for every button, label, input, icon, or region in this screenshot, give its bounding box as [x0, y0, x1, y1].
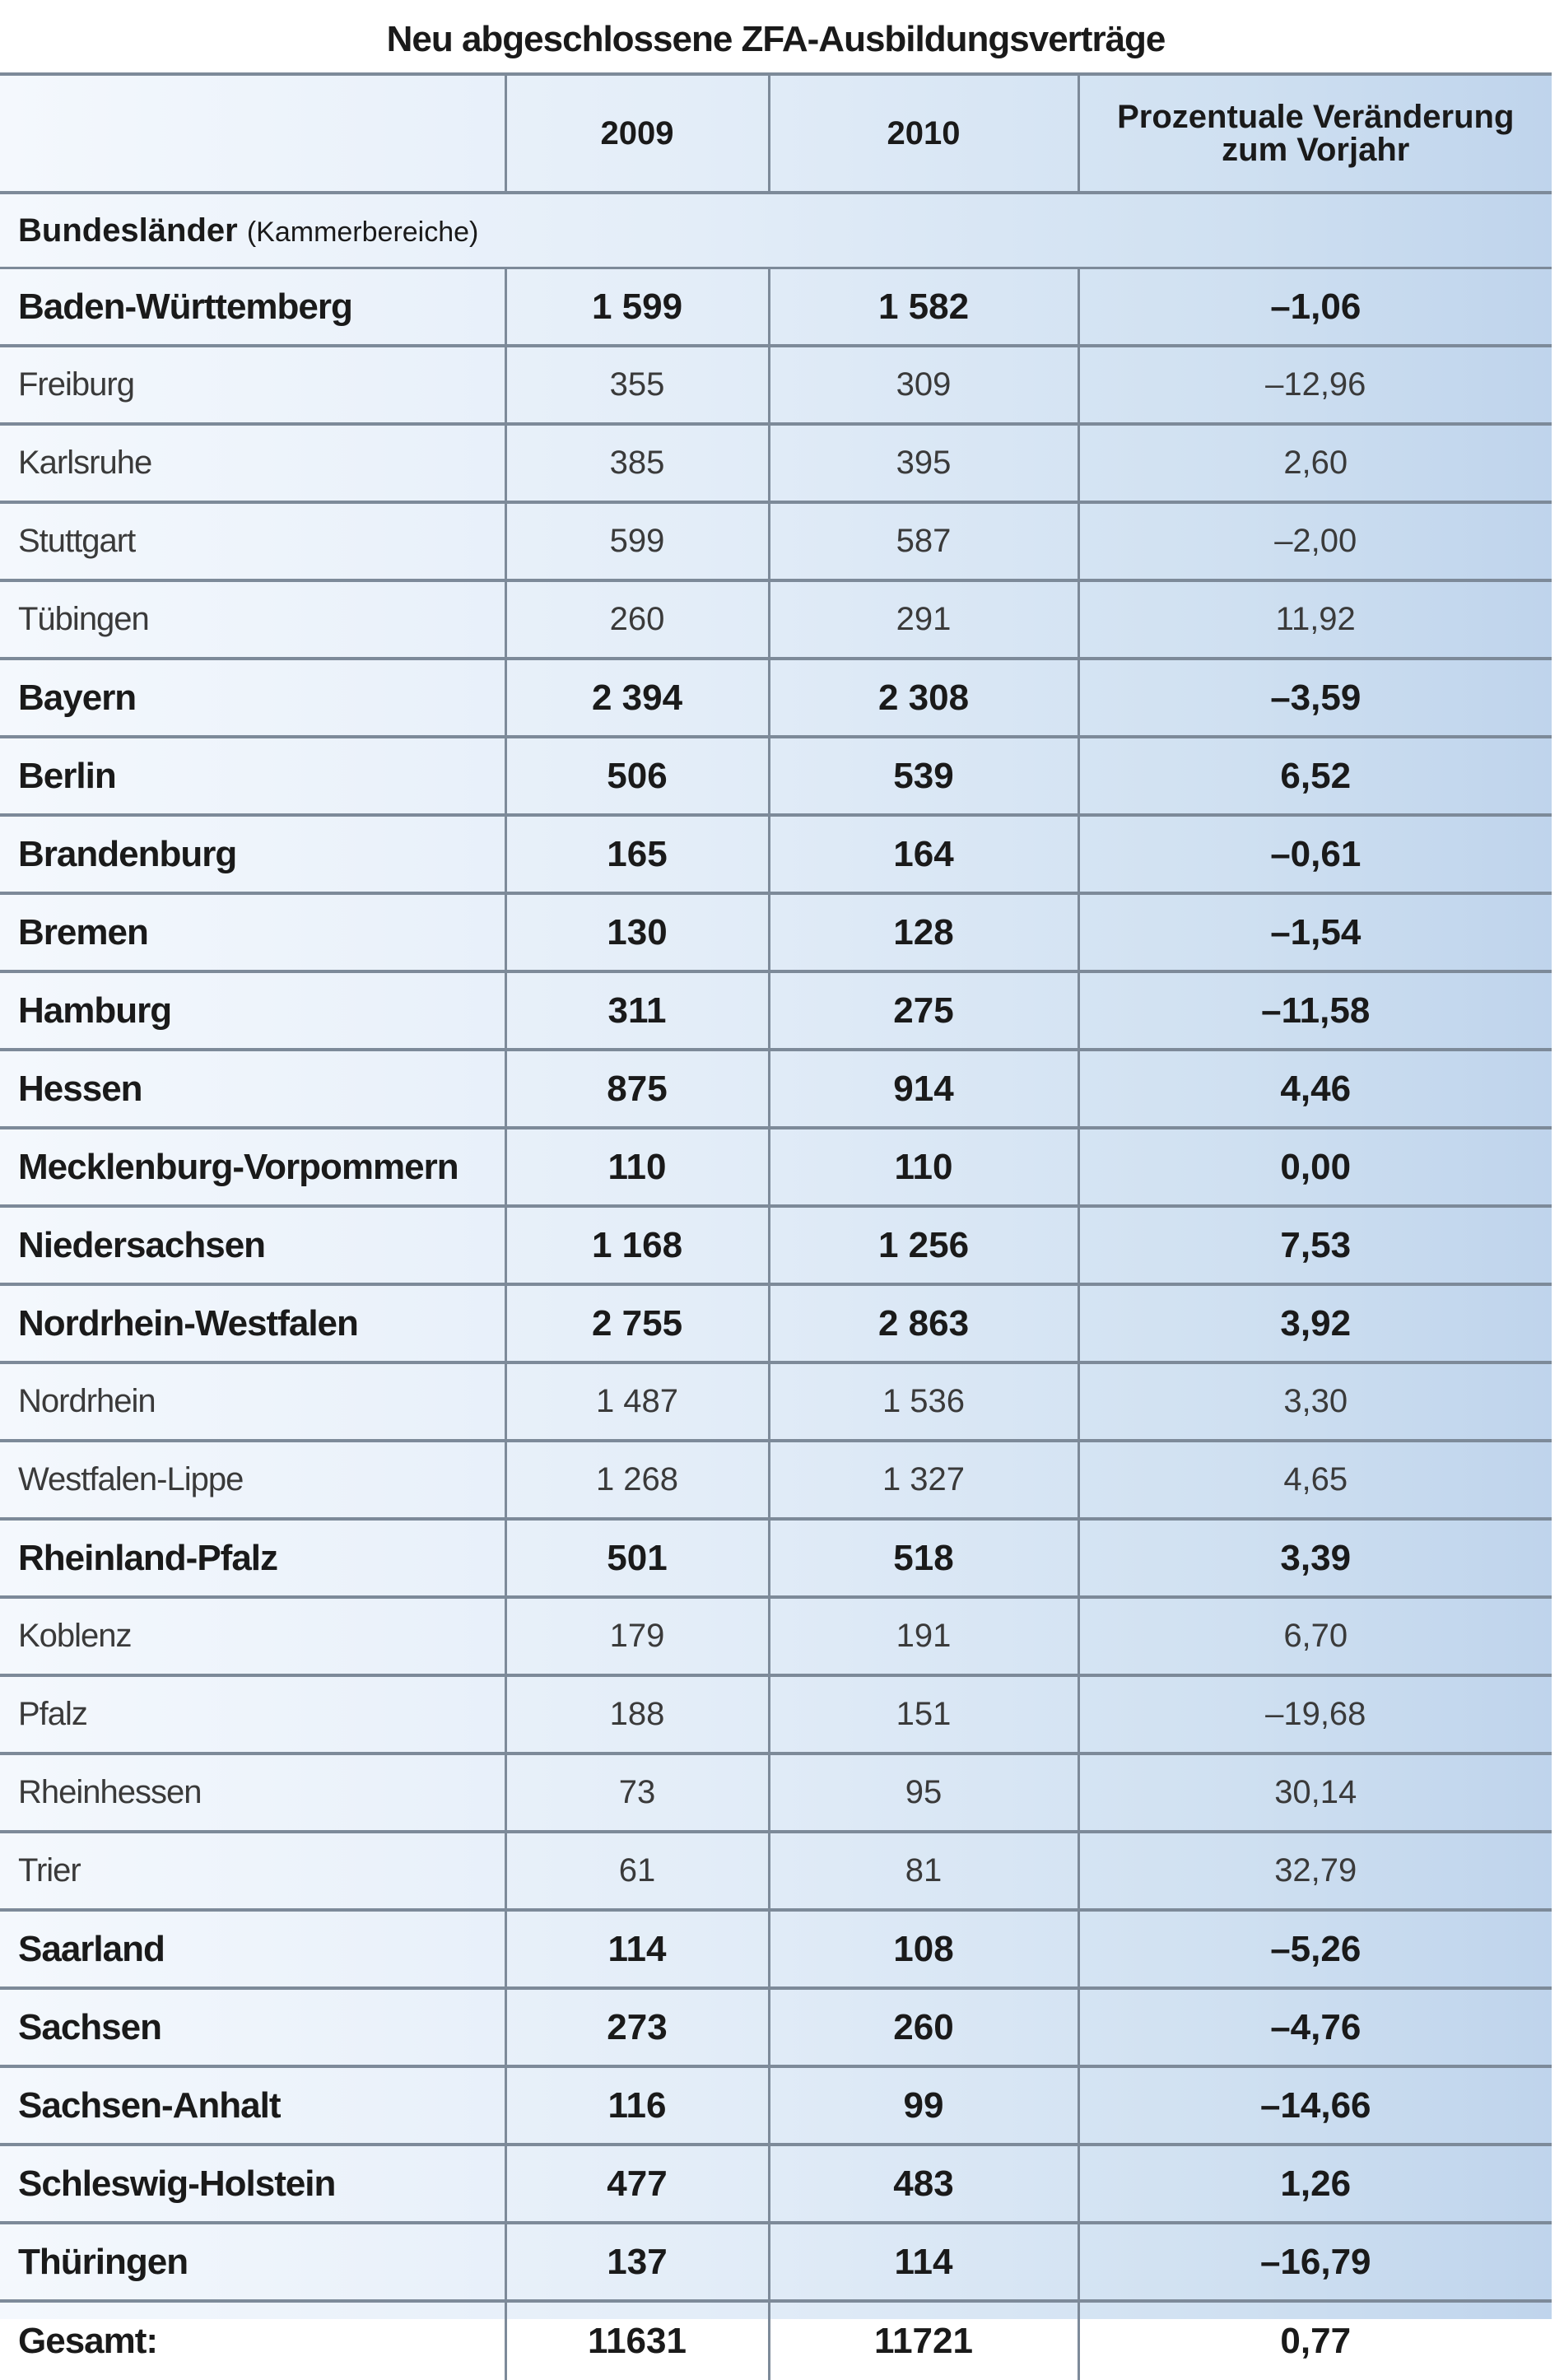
table-row — [0, 1519, 1552, 1597]
value-2010: 2 308 — [769, 659, 1078, 737]
region-name: Rheinland-Pfalz — [0, 1519, 505, 1597]
table-row — [0, 502, 1552, 580]
table-row — [0, 1284, 1552, 1362]
table-row — [0, 971, 1552, 1050]
percent-change: –3,59 — [1078, 659, 1552, 737]
percent-change: 7,53 — [1078, 1206, 1552, 1284]
contracts-table — [0, 72, 1552, 2380]
section-label: Bundesländer — [18, 212, 238, 249]
value-2010: 110 — [769, 1128, 1078, 1206]
value-2009: 1 168 — [505, 1206, 769, 1284]
value-2010: 1 582 — [769, 268, 1078, 347]
percent-change: –0,61 — [1078, 815, 1552, 893]
value-2009: 311 — [505, 971, 769, 1050]
table-row — [0, 268, 1552, 347]
header-year-2009: 2009 — [505, 74, 769, 193]
percent-change: 1,26 — [1078, 2145, 1552, 2223]
value-2010: 95 — [769, 1754, 1078, 1832]
percent-change: –5,26 — [1078, 1910, 1552, 1988]
region-name: Sachsen-Anhalt — [0, 2066, 505, 2145]
region-name: Hessen — [0, 1050, 505, 1128]
header-change — [1078, 74, 1552, 193]
percent-change: –1,54 — [1078, 893, 1552, 971]
percent-change: 0,00 — [1078, 1128, 1552, 1206]
region-name: Hamburg — [0, 971, 505, 1050]
value-2009: 1 268 — [505, 1441, 769, 1519]
region-name: Berlin — [0, 737, 505, 815]
percent-change: 3,39 — [1078, 1519, 1552, 1597]
value-2009: 137 — [505, 2223, 769, 2301]
region-name: Baden-Württemberg — [0, 268, 505, 347]
value-2009: 165 — [505, 815, 769, 893]
value-2010: 309 — [769, 346, 1078, 424]
value-2010: 108 — [769, 1910, 1078, 1988]
value-2009: 1 487 — [505, 1362, 769, 1441]
value-2010: 291 — [769, 580, 1078, 659]
region-name: Westfalen-Lippe — [0, 1441, 505, 1519]
value-2010: 128 — [769, 893, 1078, 971]
percent-change: –1,06 — [1078, 268, 1552, 347]
percent-change: 3,30 — [1078, 1362, 1552, 1441]
table-row — [0, 346, 1552, 424]
value-2010: 191 — [769, 1597, 1078, 1675]
percent-change: –4,76 — [1078, 1988, 1552, 2066]
header-row — [0, 74, 1552, 193]
region-name: Freiburg — [0, 346, 505, 424]
percent-change: 2,60 — [1078, 424, 1552, 502]
value-2010: 1 536 — [769, 1362, 1078, 1441]
table-row — [0, 737, 1552, 815]
value-2009: 61 — [505, 1832, 769, 1910]
value-2009: 385 — [505, 424, 769, 502]
region-name: Bremen — [0, 893, 505, 971]
value-2010: 151 — [769, 1675, 1078, 1754]
value-2010: 483 — [769, 2145, 1078, 2223]
table-row — [0, 1206, 1552, 1284]
region-name: Sachsen — [0, 1988, 505, 2066]
table-row — [0, 1832, 1552, 1910]
value-2009: 273 — [505, 1988, 769, 2066]
value-2010: 2 863 — [769, 1284, 1078, 1362]
table-row — [0, 1050, 1552, 1128]
region-name: Mecklenburg-Vorpommern — [0, 1128, 505, 1206]
table-row — [0, 1441, 1552, 1519]
region-name: Stuttgart — [0, 502, 505, 580]
percent-change: –19,68 — [1078, 1675, 1552, 1754]
table-row — [0, 659, 1552, 737]
value-2009: 116 — [505, 2066, 769, 2145]
percent-change: 11,92 — [1078, 580, 1552, 659]
region-name: Brandenburg — [0, 815, 505, 893]
percent-change: –14,66 — [1078, 2066, 1552, 2145]
total-2010: 11721 — [769, 2301, 1078, 2380]
value-2010: 1 256 — [769, 1206, 1078, 1284]
value-2010: 914 — [769, 1050, 1078, 1128]
region-name: Rheinhessen — [0, 1754, 505, 1832]
table-row — [0, 2145, 1552, 2223]
percent-change: –12,96 — [1078, 346, 1552, 424]
region-name: Trier — [0, 1832, 505, 1910]
region-name: Thüringen — [0, 2223, 505, 2301]
total-row — [0, 2301, 1552, 2380]
value-2010: 518 — [769, 1519, 1078, 1597]
region-name: Karlsruhe — [0, 424, 505, 502]
table-row — [0, 1128, 1552, 1206]
value-2009: 73 — [505, 1754, 769, 1832]
header-year-2010: 2010 — [769, 74, 1078, 193]
region-name: Saarland — [0, 1910, 505, 1988]
region-name: Schleswig-Holstein — [0, 2145, 505, 2223]
region-name: Bayern — [0, 659, 505, 737]
percent-change: 6,52 — [1078, 737, 1552, 815]
region-name: Koblenz — [0, 1597, 505, 1675]
value-2009: 179 — [505, 1597, 769, 1675]
value-2010: 1 327 — [769, 1441, 1078, 1519]
header-change-line2: zum Vorjahr — [1222, 132, 1410, 168]
value-2009: 1 599 — [505, 268, 769, 347]
percent-change: –11,58 — [1078, 971, 1552, 1050]
region-name: Tübingen — [0, 580, 505, 659]
table-title: Neu abgeschlossene ZFA-Ausbildungsverträge — [0, 0, 1552, 72]
region-name: Nordrhein-Westfalen — [0, 1284, 505, 1362]
value-2009: 355 — [505, 346, 769, 424]
table-row — [0, 424, 1552, 502]
value-2010: 81 — [769, 1832, 1078, 1910]
table-row — [0, 815, 1552, 893]
header-change-line1: Prozentuale Veränderung — [1117, 99, 1515, 135]
table-row — [0, 580, 1552, 659]
value-2010: 260 — [769, 1988, 1078, 2066]
value-2009: 130 — [505, 893, 769, 971]
value-2009: 110 — [505, 1128, 769, 1206]
region-name: Pfalz — [0, 1675, 505, 1754]
percent-change: 30,14 — [1078, 1754, 1552, 1832]
table-row — [0, 1988, 1552, 2066]
value-2009: 188 — [505, 1675, 769, 1754]
value-2010: 275 — [769, 971, 1078, 1050]
section-sublabel: (Kammerbereiche) — [246, 216, 479, 248]
percent-change: 32,79 — [1078, 1832, 1552, 1910]
percent-change: –16,79 — [1078, 2223, 1552, 2301]
table-row — [0, 893, 1552, 971]
section-cell — [0, 193, 1552, 268]
table-row — [0, 1910, 1552, 1988]
region-name: Nordrhein — [0, 1362, 505, 1441]
value-2010: 395 — [769, 424, 1078, 502]
value-2010: 539 — [769, 737, 1078, 815]
value-2010: 164 — [769, 815, 1078, 893]
value-2009: 260 — [505, 580, 769, 659]
total-label: Gesamt: — [18, 2321, 158, 2361]
table-row — [0, 2066, 1552, 2145]
value-2009: 506 — [505, 737, 769, 815]
table-row — [0, 1597, 1552, 1675]
value-2009: 501 — [505, 1519, 769, 1597]
table-row — [0, 1362, 1552, 1441]
percent-change: 6,70 — [1078, 1597, 1552, 1675]
section-row — [0, 193, 1552, 268]
header-blank-cell — [0, 74, 505, 193]
value-2009: 2 394 — [505, 659, 769, 737]
total-2009: 11631 — [505, 2301, 769, 2380]
value-2010: 587 — [769, 502, 1078, 580]
value-2010: 99 — [769, 2066, 1078, 2145]
table-row — [0, 2223, 1552, 2301]
percent-change: 4,46 — [1078, 1050, 1552, 1128]
table-body — [0, 268, 1552, 2302]
value-2009: 477 — [505, 2145, 769, 2223]
percent-change: 4,65 — [1078, 1441, 1552, 1519]
total-change: 0,77 — [1078, 2301, 1552, 2380]
value-2009: 875 — [505, 1050, 769, 1128]
value-2009: 114 — [505, 1910, 769, 1988]
percent-change: 3,92 — [1078, 1284, 1552, 1362]
value-2009: 2 755 — [505, 1284, 769, 1362]
region-name: Niedersachsen — [0, 1206, 505, 1284]
table-row — [0, 1675, 1552, 1754]
table-row — [0, 1754, 1552, 1832]
value-2009: 599 — [505, 502, 769, 580]
percent-change: –2,00 — [1078, 502, 1552, 580]
value-2010: 114 — [769, 2223, 1078, 2301]
